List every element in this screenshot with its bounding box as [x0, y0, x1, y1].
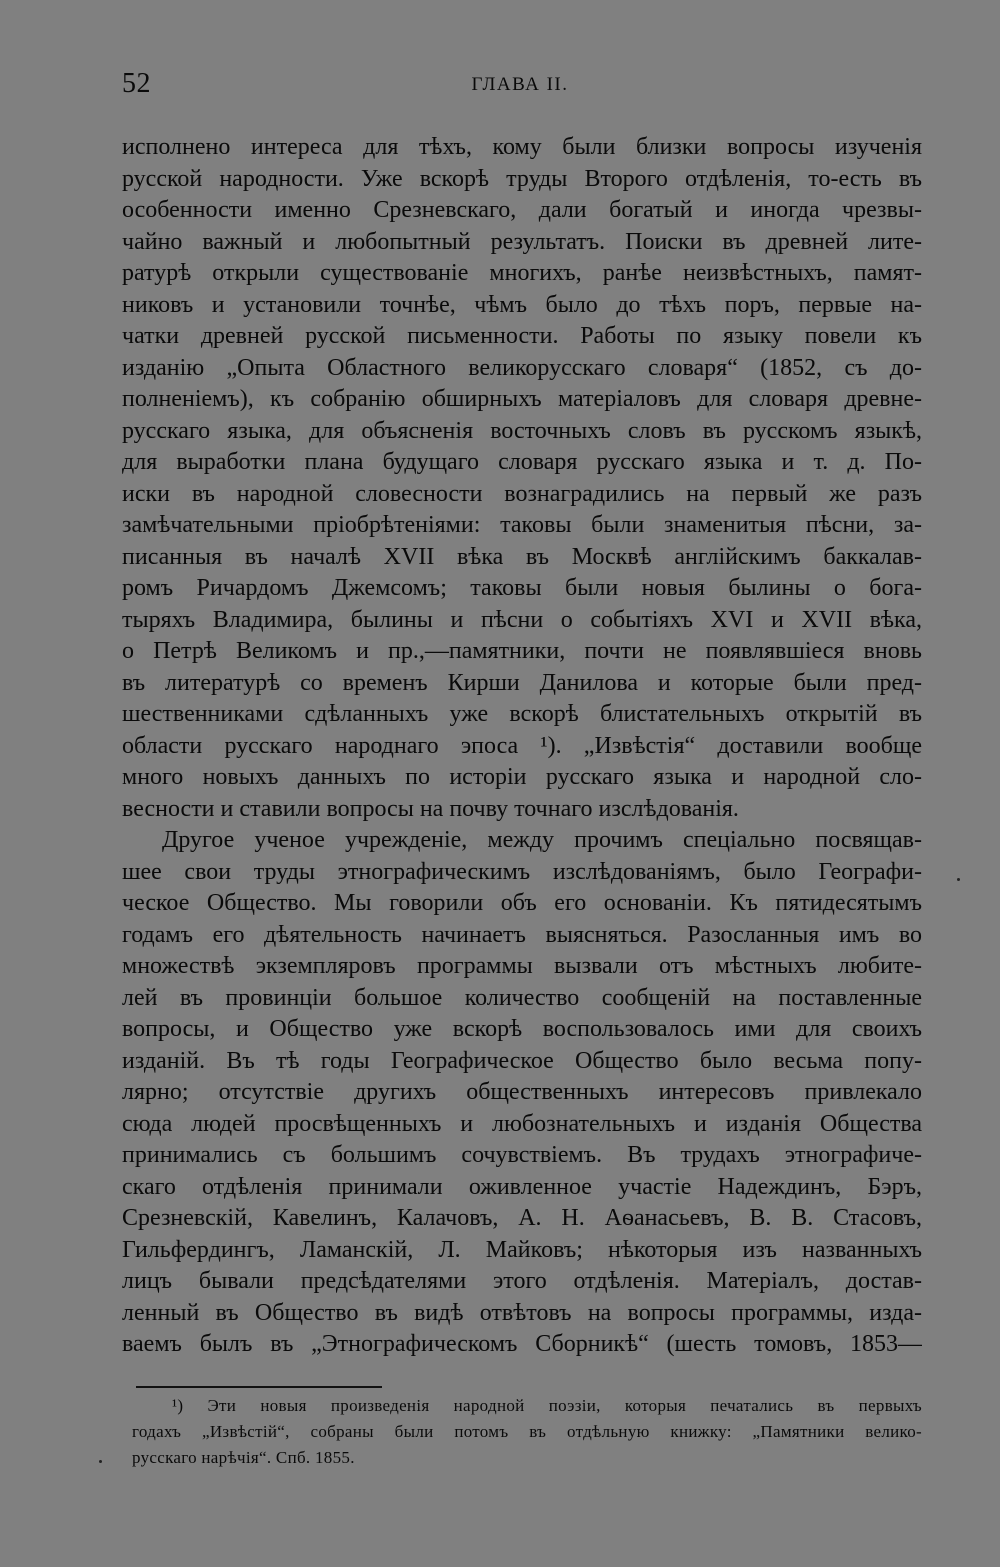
body-text [122, 132, 922, 1361]
footnote-line: ¹) Эти новыя произведенія народной поэзіи, которыя печатались въ первыхъ [172, 1396, 922, 1415]
footnotes [132, 1393, 922, 1471]
text-line: ваемъ былъ въ „Этнографическомъ Сборникѣ“ (шесть томовъ, 1853— [122, 1331, 922, 1357]
page-number: 52 [122, 68, 151, 99]
text-line: никовъ и установили точнѣе, чѣмъ было до тѣхъ поръ, первые на- [122, 291, 922, 318]
text-line: русскаго языка, для объясненія восточныхъ словъ въ русскомъ языкѣ, [122, 417, 922, 444]
text-line: лей въ провинціи большое количество сообщеній на поставленные [122, 984, 922, 1011]
text-line: принимались съ большимъ сочувствіемъ. Въ трудахъ этнографиче- [122, 1142, 922, 1168]
text-line: сюда людей просвѣщенныхъ и любознательныхъ и изданія Общества [122, 1110, 922, 1137]
text-line: изданію „Опыта Областного великорусскаго словаря“ (1852, съ до- [122, 354, 922, 381]
text-line: вопросы, и Общество уже вскорѣ воспользовалось ими для своихъ [122, 1016, 922, 1042]
text-line: писанныя въ началѣ XVII вѣка въ Москвѣ англійскимъ баккалав- [122, 543, 922, 570]
text-line: Гильфердингъ, Ламанскій, Л. Майковъ; нѣкоторыя изъ названныхъ [122, 1236, 922, 1263]
text-line: шее свои труды этнографическимъ изслѣдованіямъ, было Географи- [122, 858, 922, 885]
text-line: лицъ бывали предсѣдателями этого отдѣленія. Матеріалъ, достав- [122, 1268, 922, 1294]
footnote-line: годахъ „Извѣстій“, собраны были потомъ въ отдѣльную книжку: „Памятники велико- [132, 1422, 922, 1441]
text-line-paragraph-start: Другое ученое учрежденіе, между прочимъ спеціально посвящав- [162, 827, 922, 853]
running-head [120, 68, 920, 104]
scan-speck [957, 878, 960, 881]
text-line: ческое Общество. Мы говорили объ его основаніи. Къ пятидесятымъ [122, 890, 922, 916]
text-line: чатки древней русской письменности. Работы по языку повели къ [122, 323, 922, 349]
text-line: полненіемъ), къ собранію обширныхъ матеріаловъ для словаря древне- [122, 386, 922, 412]
text-line: особенности именно Срезневскаго, дали богатый и иногда чрезвы- [122, 197, 922, 223]
chapter-title: ГЛАВА II. [471, 74, 569, 95]
text-line: много новыхъ данныхъ по исторіи русскаго языка и народной сло- [122, 764, 922, 790]
text-line: ленный въ Общество въ видѣ отвѣтовъ на вопросы программы, изда- [122, 1299, 922, 1326]
text-line: для выработки плана будущаго словаря русскаго языка и т. д. По- [122, 449, 922, 475]
footnote-line: русскаго нарѣчія“. Спб. 1855. [132, 1448, 355, 1467]
text-line: иски въ народной словесности вознаградились на первый же разъ [122, 480, 922, 507]
text-line: замѣчательными пріобрѣтеніями: таковы были знаменитыя пѣсни, за- [122, 512, 922, 538]
text-line: русской народности. Уже вскорѣ труды Второго отдѣленія, то-есть въ [122, 165, 922, 192]
text-line: годамъ его дѣятельность начинаетъ выясняться. Разосланныя имъ во [122, 921, 922, 948]
text-line: въ литературѣ со временъ Кирши Данилова и которые были пред- [122, 669, 922, 696]
text-line: лярно; отсутствіе другихъ общественныхъ интересовъ привлекало [122, 1079, 922, 1105]
text-line: изданій. Въ тѣ годы Географическое Общество было весьма попу- [122, 1047, 922, 1074]
text-line: ромъ Ричардомъ Джемсомъ; таковы были новыя былины о бога- [122, 575, 922, 601]
text-line: о Петрѣ Великомъ и пр.,—памятники, почти не появлявшіеся вновь [122, 638, 922, 664]
text-line: скаго отдѣленія принимали оживленное участіе Надеждинъ, Бэръ, [122, 1173, 922, 1200]
text-line: ратурѣ открыли существованіе многихъ, ранѣе неизвѣстныхъ, памят- [122, 260, 922, 286]
footnote-divider [136, 1386, 382, 1388]
text-line: Срезневскій, Кавелинъ, Калачовъ, А. Н. Аѳанасьевъ, В. В. Стасовъ, [122, 1205, 922, 1231]
text-line-paragraph-end: весности и ставили вопросы на почву точнаго изслѣдованія. [122, 795, 739, 822]
text-line: тыряхъ Владимира, былины и пѣсни о событіяхъ XVI и XVII вѣка, [122, 606, 922, 633]
text-line: множествѣ экземпляровъ программы вызвали отъ мѣстныхъ любите- [122, 953, 922, 979]
text-line: шественниками сдѣланныхъ уже вскорѣ блистательныхъ открытій въ [122, 701, 922, 727]
text-line: области русскаго народнаго эпоса ¹). „Извѣстія“ доставили вообще [122, 732, 922, 759]
text-line: исполнено интереса для тѣхъ, кому были близки вопросы изученія [122, 134, 922, 160]
scan-speck [99, 1460, 102, 1463]
text-line: чайно важный и любопытный результатъ. Поиски въ древней лите- [122, 228, 922, 255]
